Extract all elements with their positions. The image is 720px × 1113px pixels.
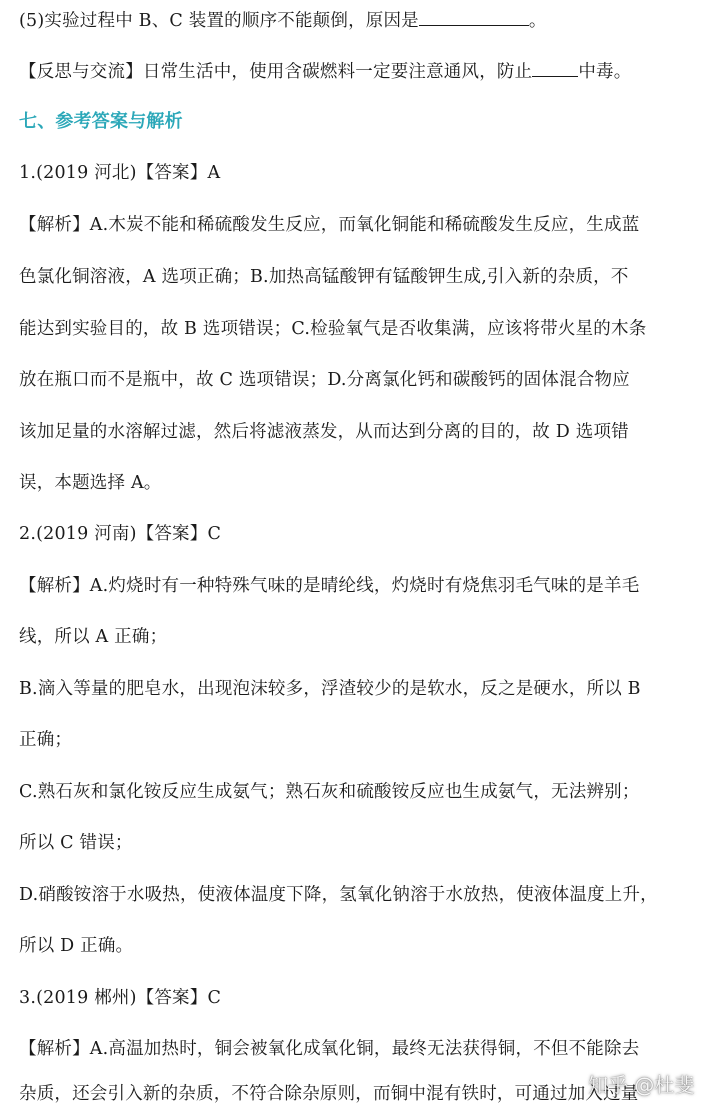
text-line: 【解析】A.灼烧时有一种特殊气味的是晴纶线，灼烧时有烧焦羽毛气味的是羊毛 xyxy=(19,576,640,596)
question-5-line xyxy=(19,7,547,34)
text-line: 能达到实验目的，故 B 选项错误；C.检验氧气是否收集满，应该将带火星的木条 xyxy=(19,319,647,339)
text-line: 【解析】A.木炭不能和稀硫酸发生反应，而氧化铜能和稀硫酸发生反应，生成蓝 xyxy=(19,215,640,235)
text-line: 正确； xyxy=(19,730,73,750)
reflection-line xyxy=(19,58,631,85)
text-line: B.滴入等量的肥皂水，出现泡沫较多，浮渣较少的是软水，反之是硬水，所以 B xyxy=(19,679,641,699)
question-5-end: 。 xyxy=(528,11,547,31)
reflection-text: 【反思与交流】日常生活中，使用含碳燃料一定要注意通风，防止 xyxy=(19,62,533,82)
text-line: 3.(2019 郴州)【答案】C xyxy=(19,988,222,1008)
text-line: 误，本题选择 A。 xyxy=(19,473,162,493)
text-line: 【解析】A.高温加热时，铜会被氧化成氧化铜，最终无法获得铜，不但不能除去 xyxy=(19,1039,640,1059)
reflection-end: 中毒。 xyxy=(578,62,632,82)
answer-blank xyxy=(419,7,529,26)
text-line: 2.(2019 河南)【答案】C xyxy=(19,524,222,544)
text-line: 所以 C 错误； xyxy=(19,833,133,853)
zhihu-watermark: 知乎 @杜斐 xyxy=(588,1073,695,1097)
text-line: D.硝酸铵溶于水吸热，使液体温度下降，氢氧化钠溶于水放热，使液体温度上升， xyxy=(19,885,658,905)
question-5-text: (5)实验过程中 B、C 装置的顺序不能颠倒，原因是 xyxy=(19,11,419,31)
text-line: 线，所以 A 正确； xyxy=(19,627,168,647)
section-title: 七、参考答案与解析 xyxy=(19,111,183,132)
text-line: 色氯化铜溶液，A 选项正确；B.加热高锰酸钾有锰酸钾生成,引入新的杂质，不 xyxy=(19,267,629,287)
text-line: C.熟石灰和氯化铵反应生成氨气；熟石灰和硫酸铵反应也生成氨气，无法辨别； xyxy=(19,782,640,802)
text-line: 杂质，还会引入新的杂质，不符合除杂原则，而铜中混有铁时，可通过加入过量 xyxy=(19,1084,639,1104)
text-line: 1.(2019 河北)【答案】A xyxy=(19,163,221,183)
answer-blank xyxy=(532,58,578,77)
text-line: 所以 D 正确。 xyxy=(19,936,134,956)
text-line: 放在瓶口而不是瓶中，故 C 选项错误；D.分离氯化钙和碳酸钙的固体混合物应 xyxy=(19,370,630,390)
text-line: 该加足量的水溶解过滤，然后将滤液蒸发，从而达到分离的目的，故 D 选项错 xyxy=(19,422,629,442)
